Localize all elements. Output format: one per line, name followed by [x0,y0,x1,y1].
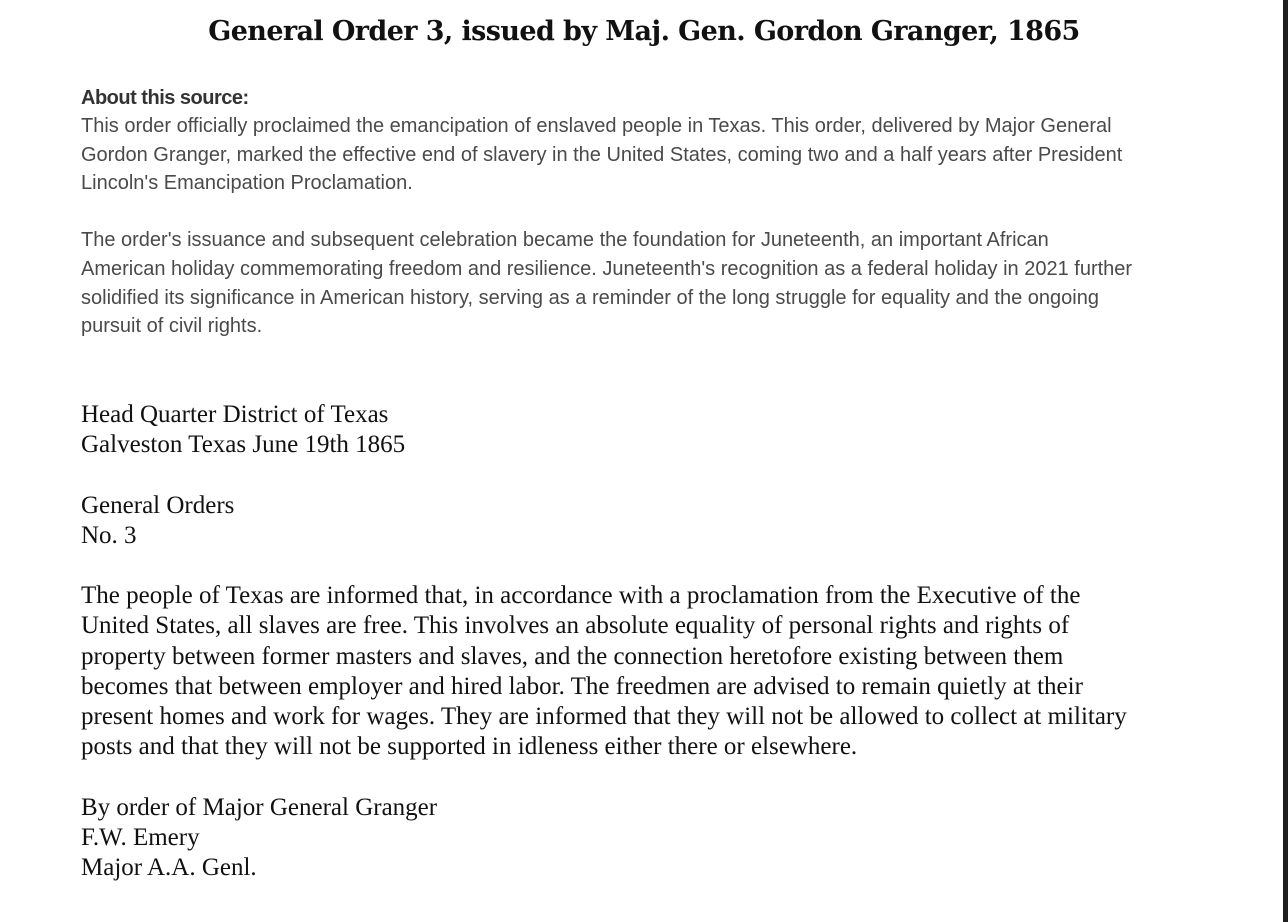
text-line: American holiday commemorating freedom and resilience. Juneteenth's recognition as a federal holiday in 2021 further [81,257,1133,280]
document-transcript [81,400,1127,913]
about-label: About this source: [81,87,249,109]
about-paragraph [81,226,1132,340]
text-line: Major A.A. Genl. [81,854,257,881]
order-body [81,581,1127,762]
text-line: Galveston Texas June 19th 1865 [81,431,406,459]
text-line: General Orders [81,491,235,519]
window-edge [1283,0,1288,922]
text-line: F.W. Emery [81,823,200,851]
text-line: pursuit of civil rights. [81,315,263,338]
text-line: property between former masters and slaves, and the connection heretofore existing between them [81,642,1064,670]
about-source-section [81,84,1132,369]
text-line: This order officially proclaimed the emancipation of enslaved people in Texas. This order, delivered by Major General [81,115,1112,137]
text-line: present homes and work for wages. They are informed that they will not be allowed to collect at military [81,703,1127,730]
signature [81,793,1127,884]
document-header [81,400,1127,460]
text-line: The people of Texas are informed that, in accordance with a proclamation from the Executive of the [81,582,1081,610]
page-title: General Order 3, issued by Maj. Gen. Gordon Granger, 1865 [208,16,1080,47]
text-line: United States, all slaves are free. This involves an absolute equality of personal rights and rights of [81,612,1070,640]
text-line: solidified its significance in American history, serving as a reminder of the long struggle for equality and the ongoing [81,286,1099,309]
text-line: Head Quarter District of Texas [81,401,389,428]
text-line: Lincoln's Emancipation Proclamation. [81,172,413,195]
text-line: By order of Major General Granger [81,793,438,821]
text-line: Gordon Granger, marked the effective end of slavery in the United States, coming two and a half years after President [81,143,1123,166]
text-line: No. 3 [81,521,137,549]
text-line: becomes that between employer and hired labor. The freedmen are advised to remain quietly at their [81,672,1083,700]
text-line: The order's issuance and subsequent celebration became the foundation for Juneteenth, an important African [81,229,1049,252]
text-line: posts and that they will not be supported in idleness either there or elsewhere. [81,733,858,761]
about-paragraph [81,112,1132,198]
order-number [81,491,1127,551]
